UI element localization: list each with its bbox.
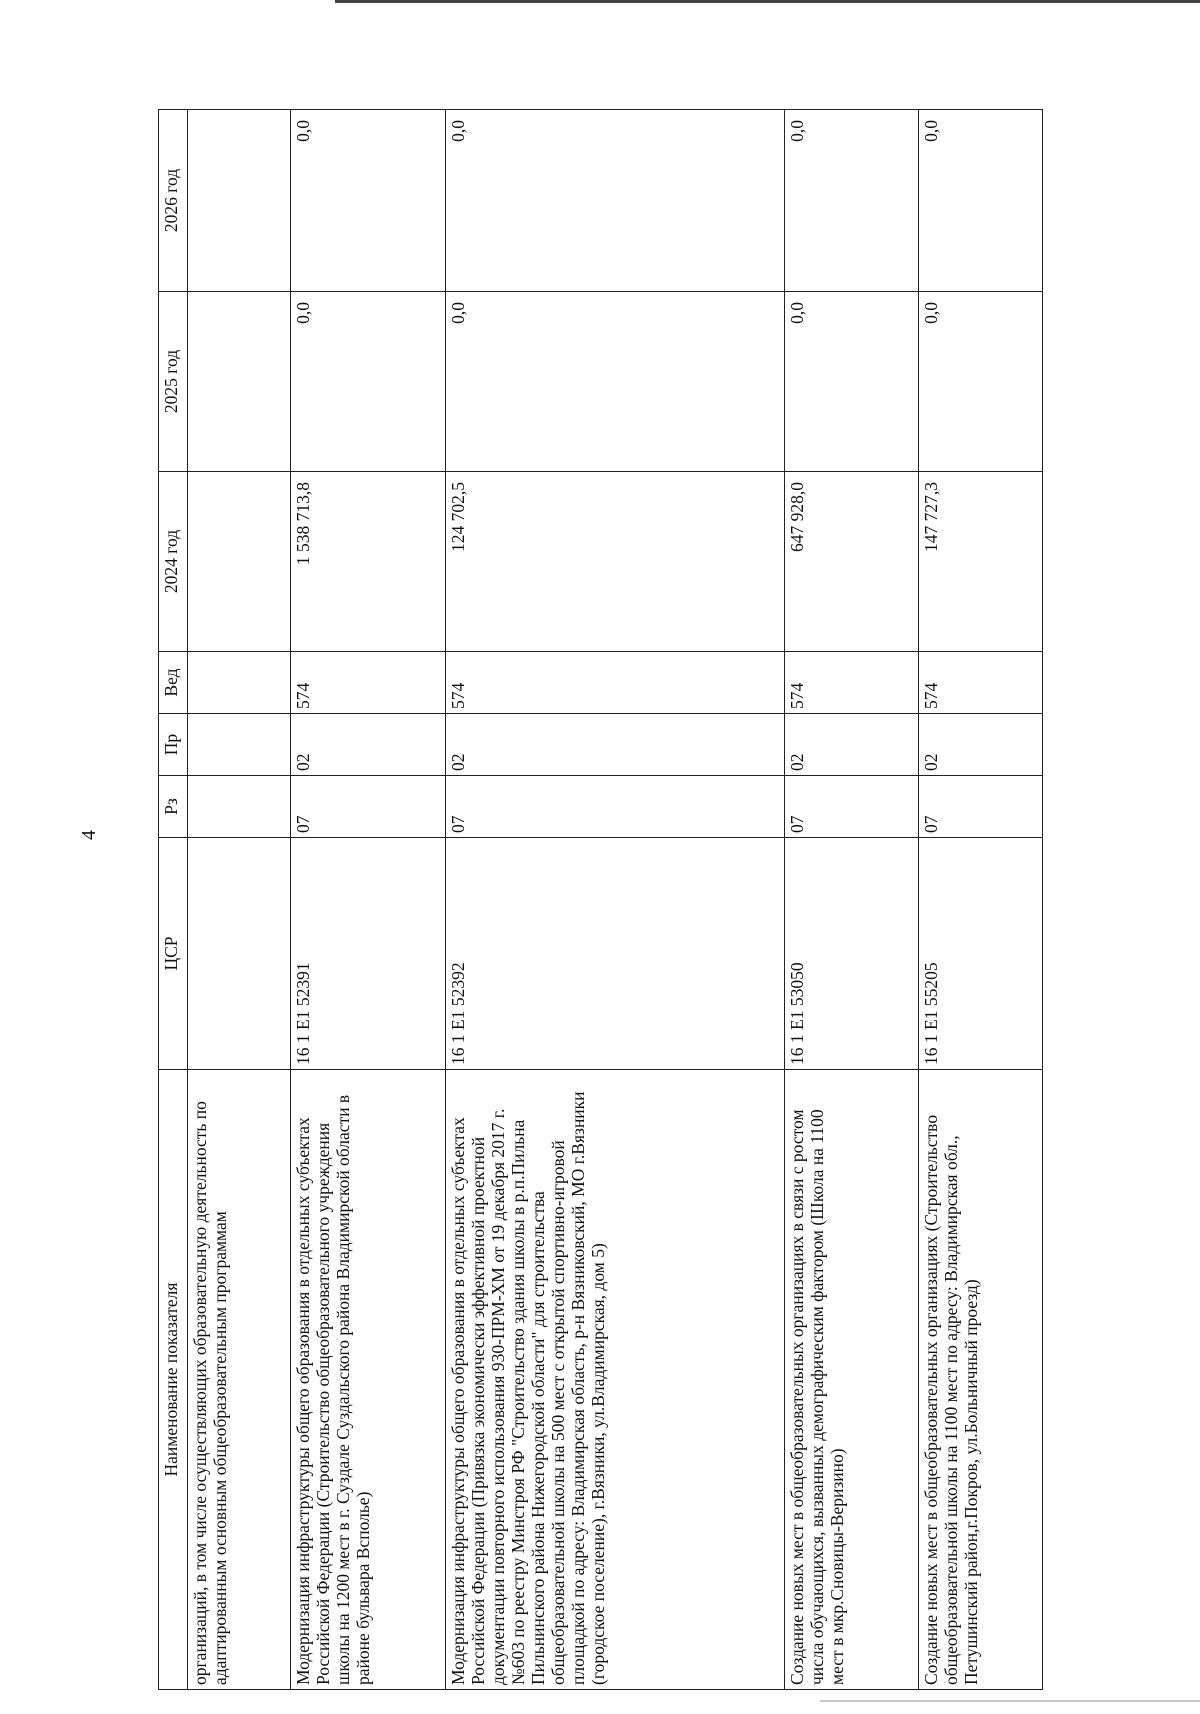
page-number: 4 [78, 830, 100, 840]
table-header-row [159, 110, 188, 1690]
row-2026: 0,0 [445, 110, 785, 292]
row-2025 [188, 292, 291, 472]
table-row [291, 110, 446, 1690]
row-2026: 0,0 [291, 110, 446, 292]
row-2024: 1 538 713,8 [291, 472, 446, 652]
row-name: Модернизация инфраструктуры общего образования в отдельных субъектах Российской Федерации (Привязка экономически эффективной проектной документации повторного использования 930-ПРМ-ХМ от 19 декабря 2017 г. №603 по реестру Минстроя РФ "Строительство здания школы в р.п.Пильна Пильнинского района Нижегородской области" для строительства общеобразовательной школы на 500 мест с открытой спортивно-игровой площадкой по адресу: Владимирская область, р-н Вязниковский, МО г.Вязники (городское поселение), г.Вязники, ул.Владимирская, дом 5) [445, 1070, 785, 1690]
row-name: организаций, в том числе осуществляющих образовательную деятельность по адаптированным основным общеобразовательным программам [188, 1070, 291, 1690]
row-ved: 574 [445, 652, 785, 714]
row-2025: 0,0 [919, 292, 1043, 472]
table-row [785, 110, 919, 1690]
table-row [445, 110, 785, 1690]
row-2025: 0,0 [445, 292, 785, 472]
header-2024: 2024 год [159, 472, 188, 652]
row-pr [188, 714, 291, 776]
header-2026: 2026 год [159, 110, 188, 292]
table-row [919, 110, 1043, 1690]
budget-table-sheet [158, 110, 1043, 1690]
bottom-scan-rule [820, 1700, 1200, 1702]
header-name: Наименование показателя [159, 1070, 188, 1690]
top-scan-rule [335, 0, 1200, 3]
header-pr: Пр [159, 714, 188, 776]
row-2026 [188, 110, 291, 292]
row-name: Создание новых мест в общеобразовательных организациях в связи с ростом числа обучающихся, вызванных демографическим фактором (Школа на 1100 мест в мкр.Сновицы-Веризино) [785, 1070, 919, 1690]
row-pr: 02 [291, 714, 446, 776]
row-2024 [188, 472, 291, 652]
header-2025: 2025 год [159, 292, 188, 472]
row-csr: 16 1 E1 55205 [919, 838, 1043, 1070]
row-2026: 0,0 [785, 110, 919, 292]
header-csr: ЦСР [159, 838, 188, 1070]
row-2024: 647 928,0 [785, 472, 919, 652]
row-rz [188, 776, 291, 838]
row-csr [188, 838, 291, 1070]
row-2025: 0,0 [291, 292, 446, 472]
header-rz: Рз [159, 776, 188, 838]
row-2024: 124 702,5 [445, 472, 785, 652]
row-csr: 16 1 E1 52391 [291, 838, 446, 1070]
row-csr: 16 1 E1 52392 [445, 838, 785, 1070]
row-2026: 0,0 [919, 110, 1043, 292]
row-ved: 574 [785, 652, 919, 714]
row-rz: 07 [445, 776, 785, 838]
row-name: Создание новых мест в общеобразовательных организациях (Строительство общеобразовательной школы на 1100 мест по адресу: Владимирская обл., Петушинский район,г.Покров, ул.Больничный проезд) [919, 1070, 1043, 1690]
row-ved [188, 652, 291, 714]
row-pr: 02 [785, 714, 919, 776]
row-csr: 16 1 E1 53050 [785, 838, 919, 1070]
row-pr: 02 [445, 714, 785, 776]
row-ved: 574 [291, 652, 446, 714]
row-rz: 07 [291, 776, 446, 838]
row-2025: 0,0 [785, 292, 919, 472]
row-rz: 07 [919, 776, 1043, 838]
row-ved: 574 [919, 652, 1043, 714]
budget-table [158, 109, 1043, 1690]
row-rz: 07 [785, 776, 919, 838]
header-ved: Вед [159, 652, 188, 714]
row-pr: 02 [919, 714, 1043, 776]
row-2024: 147 727,3 [919, 472, 1043, 652]
row-name: Модернизация инфраструктуры общего образования в отдельных субъектах Российской Федерации (Строительство общеобразовательного учреждения школы на 1200 мест в г. Суздале Суздальского района Владимирской области в районе бульвара Всполье) [291, 1070, 446, 1690]
table-row [188, 110, 291, 1690]
